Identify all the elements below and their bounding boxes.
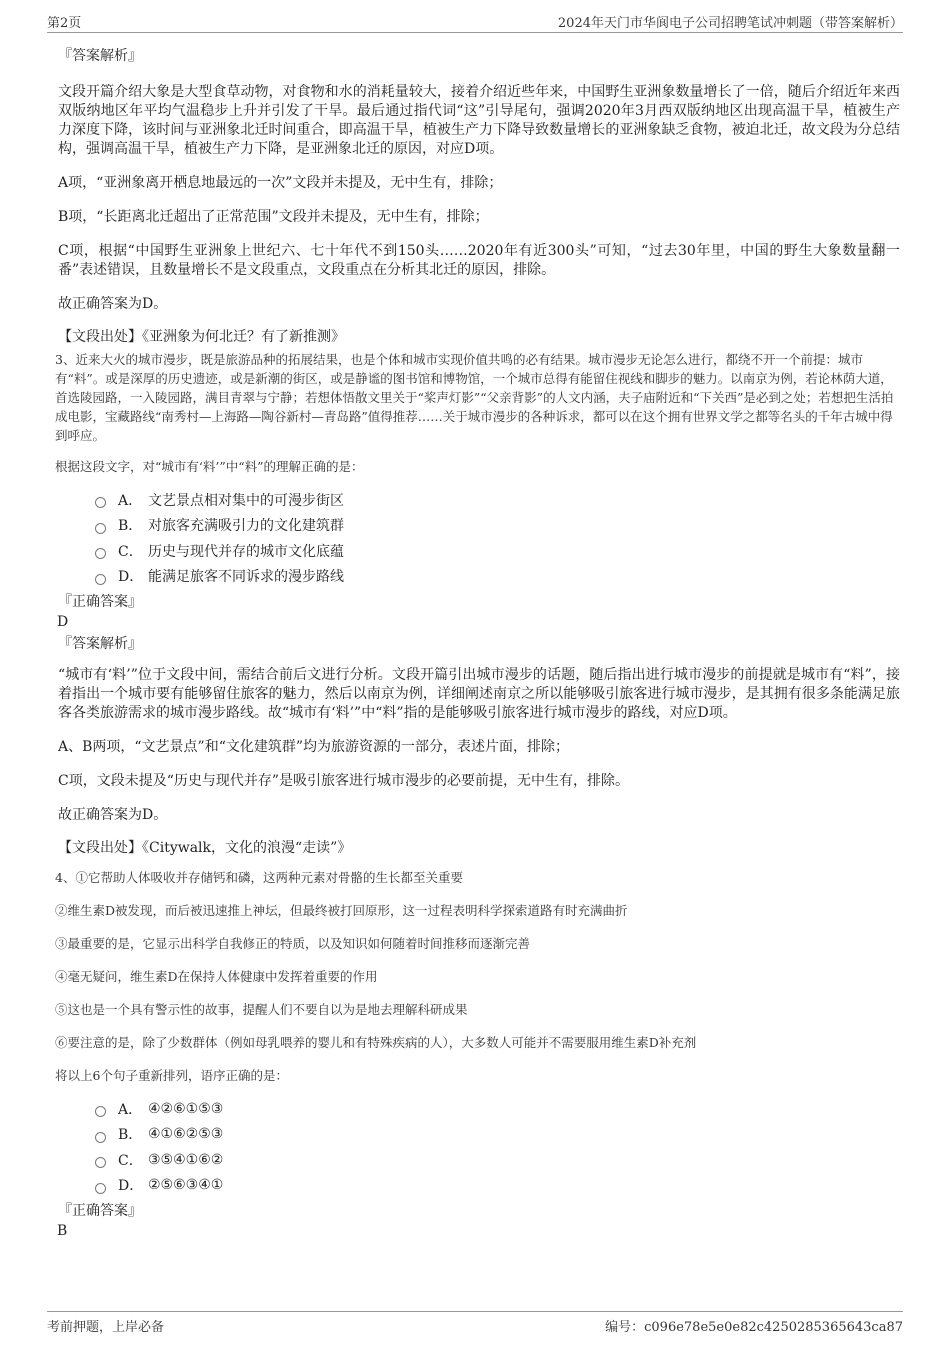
analysis-option-a: A项，“亚洲象离开栖息地最远的一次”文段并未提及，无中生有，排除； bbox=[58, 175, 503, 191]
analysis-conclusion: 故正确答案为D。 bbox=[58, 807, 168, 823]
option-a[interactable]: A． 文艺景点相对集中的可漫步街区 bbox=[95, 487, 900, 513]
radio-icon[interactable] bbox=[95, 523, 106, 534]
radio-icon[interactable] bbox=[95, 574, 106, 585]
question-4-options bbox=[95, 1096, 900, 1198]
radio-icon[interactable] bbox=[95, 1106, 106, 1117]
radio-icon[interactable] bbox=[95, 497, 106, 508]
radio-icon[interactable] bbox=[95, 548, 106, 559]
document-code: 编号：c096e78e5e0e82c4250285365643ca87 bbox=[605, 1320, 903, 1335]
option-c[interactable]: C． ③⑤④①⑥② bbox=[95, 1147, 900, 1173]
radio-icon[interactable] bbox=[95, 1157, 106, 1168]
analysis-option-ab: A、B两项，“文艺景点”和“文化建筑群”均为旅游资源的一部分，表述片面，排除； bbox=[58, 739, 570, 755]
footer-slogan: 考前押题，上岸必备 bbox=[47, 1320, 165, 1335]
question-3-prompt: 根据这段文字，对“城市有‘料’”中“料”的理解正确的是： bbox=[55, 459, 364, 474]
option-label: 能满足旅客不同诉求的漫步路线 bbox=[148, 569, 344, 586]
option-label: 对旅客充满吸引力的文化建筑群 bbox=[148, 518, 344, 535]
sentence-3: ③最重要的是，它显示出科学自我修正的特质，以及知识如何随着时间推移而逐渐完善 bbox=[55, 936, 531, 951]
option-b[interactable]: B． 对旅客充满吸引力的文化建筑群 bbox=[95, 513, 900, 539]
question-3-stem: 3、近来大火的城市漫步，既是旅游品种的拓展结果，也是个体和城市实现价值共鸣的必有结果。城市漫步无论怎么进行，都绕不开一个前提：城市有“料”。或是深厚的历史遗迹，或是新潮的街区，或是静谧的图书馆和博物馆，一个城市总得有能留住视线和脚步的魅力。以南京为例，若论林荫大道，首选陵园路，一入陵园路，满目青翠与宁静；若想体悟散文里关于“桨声灯影”“父亲背影”的人文内涵，夫子庙附近和“下关西”是必到之处；若想把生活拍成电影，宝藏路线“南秀村—上海路—陶谷新村—青岛路”值得推荐……关于城市漫步的各种诉求，都可以在这个拥有世界文学之都等名头的千年古城中得到呼应。 bbox=[55, 352, 894, 443]
analysis-option-b: B项，“长距离北迁超出了正常范围”文段并未提及，无中生有，排除； bbox=[58, 209, 489, 225]
question-4-sentences bbox=[55, 868, 900, 1052]
question-4-prompt: 将以上6个句子重新排列，语序正确的是： bbox=[55, 1068, 288, 1083]
option-a[interactable]: A． ④②⑥①⑤③ bbox=[95, 1096, 900, 1122]
analysis-option-c: C项，文段未提及“历史与现代并存”是吸引旅客进行城市漫步的必要前提，无中生有，排除。 bbox=[58, 773, 630, 789]
sentence-4: ④毫无疑问，维生素D在保持人体健康中发挥着重要的作用 bbox=[55, 969, 378, 984]
radio-icon[interactable] bbox=[95, 1183, 106, 1194]
option-b[interactable]: B． ④①⑥②⑤③ bbox=[95, 1122, 900, 1148]
option-label: ④①⑥②⑤③ bbox=[148, 1126, 224, 1143]
correct-answer-label: 『正确答案』 bbox=[58, 594, 142, 610]
option-label: ③⑤④①⑥② bbox=[148, 1151, 224, 1168]
analysis-conclusion: 故正确答案为D。 bbox=[58, 296, 168, 312]
analysis-option-c: C项，根据“中国野生亚洲象上世纪六、七十年代不到150头……2020年有近300头”可知，“过去30年里，中国的野生大象数量翻一番”表述错误，且数量增长不是文段重点，文段重点在分析其北迁的原因，排除。 bbox=[58, 243, 900, 278]
page-footer bbox=[47, 1311, 903, 1336]
answer-analysis-text: “城市有‘料’”位于文段中间，需结合前后文进行分析。文段开篇引出城市漫步的话题，随后指出进行城市漫步的前提就是城市有“料”，接着指出一个城市要有能够留住旅客的魅力，然后以南京为例，详细阐述南京之所以能够吸引旅客进行城市漫步，是其拥有很多条能满足旅客各类旅游需求的城市漫步路线。故“城市有‘料’”中“料”指的是能够吸引旅客进行城市漫步的路线，对应D项。 bbox=[58, 667, 900, 721]
passage-source: 【文段出处】《Citywalk，文化的浪漫“走读”》 bbox=[58, 840, 352, 856]
option-c[interactable]: C． 历史与现代并存的城市文化底蕴 bbox=[95, 538, 900, 564]
correct-answer: B bbox=[57, 1223, 68, 1239]
sentence-5: ⑤这也是一个具有警示性的故事，提醒人们不要自以为是地去理解科研成果 bbox=[55, 1002, 468, 1017]
answer-analysis-text: 文段开篇介绍大象是大型食草动物，对食物和水的消耗量较大，接着介绍近些年来，中国野生亚洲象数量增长了一倍，随后介绍近年来西双版纳地区年平均气温稳步上升并引发了干旱。最后通过指代词“这”引导尾句，强调2020年3月西双版纳地区出现高温干旱，植被生产力深度下降，该时间与亚洲象北迁时间重合，即高温干旱，植被生产力下降导致数量增长的亚洲象缺乏食物，被迫北迁，故文段为分总结构，强调高温干旱，植被生产力下降，是亚洲象北迁的原因，对应D项。 bbox=[58, 84, 900, 157]
sentence-6: ⑥要注意的是，除了少数群体（例如母乳喂养的婴儿和有特殊疾病的人），大多数人可能并不需要服用维生素D补充剂 bbox=[55, 1035, 697, 1050]
option-label: 文艺景点相对集中的可漫步街区 bbox=[148, 492, 344, 509]
radio-icon[interactable] bbox=[95, 1132, 106, 1143]
question-3-options bbox=[95, 487, 900, 589]
option-label: ②⑤⑥③④① bbox=[148, 1177, 224, 1194]
correct-answer-label: 『正确答案』 bbox=[58, 1203, 142, 1219]
document-body bbox=[55, 40, 900, 1241]
answer-analysis-label: 『答案解析』 bbox=[58, 636, 142, 652]
option-label: 历史与现代并存的城市文化底蕴 bbox=[148, 543, 344, 560]
sentence-2: ②维生素D被发现，而后被迅速推上神坛，但最终被打回原形，这一过程表明科学探索道路有时充满曲折 bbox=[55, 903, 628, 918]
option-label: ④②⑥①⑤③ bbox=[148, 1100, 224, 1117]
passage-source: 【文段出处】《亚洲象为何北迁？有了新推测》 bbox=[58, 329, 345, 345]
page-number: 第2页 bbox=[47, 16, 82, 31]
correct-answer: D bbox=[57, 614, 69, 630]
sentence-1: 4、①它帮助人体吸收并存储钙和磷，这两种元素对骨骼的生长都至关重要 bbox=[55, 870, 463, 885]
option-d[interactable]: D． 能满足旅客不同诉求的漫步路线 bbox=[95, 564, 900, 590]
option-d[interactable]: D． ②⑤⑥③④① bbox=[95, 1173, 900, 1199]
document-title: 2024年天门市华阆电子公司招聘笔试冲刺题（带答案解析） bbox=[557, 16, 903, 31]
page-header bbox=[47, 10, 903, 33]
answer-analysis-label: 『答案解析』 bbox=[58, 48, 142, 64]
